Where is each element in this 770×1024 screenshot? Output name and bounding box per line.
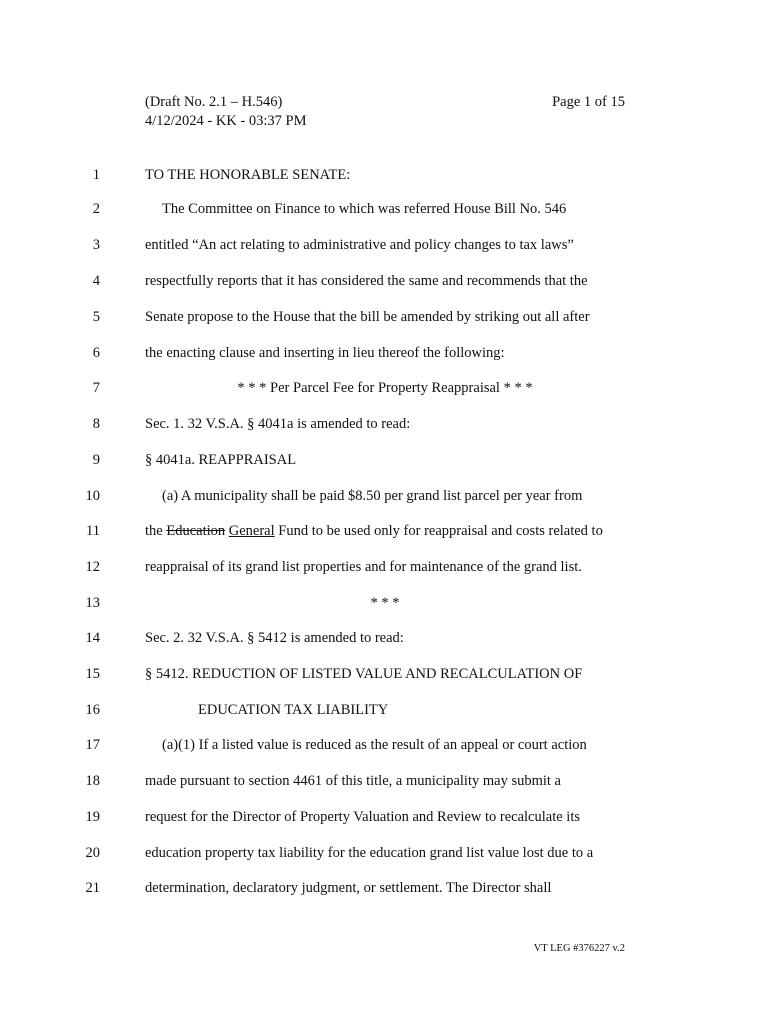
line-number: 1: [92, 167, 100, 183]
line-text: Senate propose to the House that the bill be amended by striking out all after: [145, 309, 590, 325]
document-line: [0, 626, 770, 650]
line-number: 21: [85, 880, 100, 896]
line-text: EDUCATION TAX LIABILITY: [198, 702, 389, 718]
document-line: [0, 876, 770, 900]
line-number: 19: [85, 809, 100, 825]
document-line: [0, 805, 770, 829]
line-number: 5: [92, 309, 100, 325]
document-line: [0, 269, 770, 293]
line-number: 2: [92, 201, 100, 217]
document-line: [0, 769, 770, 793]
line-number: 20: [85, 845, 100, 861]
document-line: [0, 698, 770, 722]
draft-number: (Draft No. 2.1 – H.546): [145, 94, 283, 110]
line-number: 15: [85, 666, 100, 682]
line-text: § 4041a. REAPPRAISAL: [145, 452, 297, 468]
line-text: request for the Director of Property Valuation and Review to recalculate its: [145, 809, 580, 825]
line-text: The Committee on Finance to which was referred House Bill No. 546: [162, 201, 567, 217]
line-text: the enacting clause and inserting in lieu thereof the following:: [145, 345, 505, 361]
line-text: determination, declaratory judgment, or settlement. The Director shall: [145, 880, 552, 896]
line-text: respectfully reports that it has considered the same and recommends that the: [145, 273, 588, 289]
inserted-text: General: [228, 523, 275, 539]
document-line: [0, 233, 770, 257]
line-text: entitled “An act relating to administrative and policy changes to tax laws”: [145, 237, 574, 253]
line-text-segment: the: [145, 523, 167, 539]
page-number: Page 1 of 15: [552, 94, 625, 110]
line-number: 10: [85, 488, 100, 504]
line-number: 17: [85, 737, 100, 753]
line-number: 11: [86, 523, 100, 539]
document-line: [0, 197, 770, 221]
line-number: 16: [85, 702, 100, 718]
line-number: 4: [92, 273, 100, 289]
document-line: [0, 555, 770, 579]
line-number: 3: [92, 237, 100, 253]
struck-text: Education: [166, 523, 226, 539]
line-text: TO THE HONORABLE SENATE:: [145, 167, 351, 183]
line-text: made pursuant to section 4461 of this title, a municipality may submit a: [145, 773, 561, 789]
document-line: [0, 341, 770, 365]
document-id-footer: VT LEG #376227 v.2: [533, 943, 625, 954]
document-line: [0, 376, 770, 400]
line-text: reappraisal of its grand list properties and for maintenance of the grand list.: [145, 559, 582, 575]
section-divider-text: * * * Per Parcel Fee for Property Reappraisal * * *: [237, 380, 533, 396]
line-text: Sec. 1. 32 V.S.A. § 4041a is amended to read:: [145, 416, 411, 432]
document-line: [0, 305, 770, 329]
document-line: [0, 591, 770, 615]
line-number: 6: [92, 345, 100, 361]
line-number: 9: [92, 452, 100, 468]
document-line: [0, 484, 770, 508]
line-number: 13: [85, 595, 100, 611]
line-number: 18: [85, 773, 100, 789]
line-text: Sec. 2. 32 V.S.A. § 5412 is amended to read:: [145, 630, 404, 646]
line-number: 8: [92, 416, 100, 432]
line-text-segment: Fund to be used only for reappraisal and costs related to: [274, 523, 603, 539]
line-number: 12: [85, 559, 100, 575]
document-header: [145, 93, 307, 131]
line-number: 7: [92, 380, 100, 396]
line-text: education property tax liability for the education grand list value lost due to a: [145, 845, 594, 861]
document-line: [0, 519, 770, 543]
line-text: (a) A municipality shall be paid $8.50 per grand list parcel per year from: [162, 488, 583, 504]
line-number: 14: [85, 630, 100, 646]
document-line: [0, 733, 770, 757]
document-line: [0, 662, 770, 686]
document-line: [0, 163, 770, 187]
draft-date: 4/12/2024 - KK - 03:37 PM: [145, 113, 307, 129]
line-text: (a)(1) If a listed value is reduced as the result of an appeal or court action: [162, 737, 587, 753]
document-line: [0, 841, 770, 865]
document-line: [0, 412, 770, 436]
document-line: [0, 448, 770, 472]
section-divider-text: * * *: [370, 595, 400, 611]
line-text: [145, 519, 603, 543]
line-text: § 5412. REDUCTION OF LISTED VALUE AND RECALCULATION OF: [145, 666, 583, 682]
